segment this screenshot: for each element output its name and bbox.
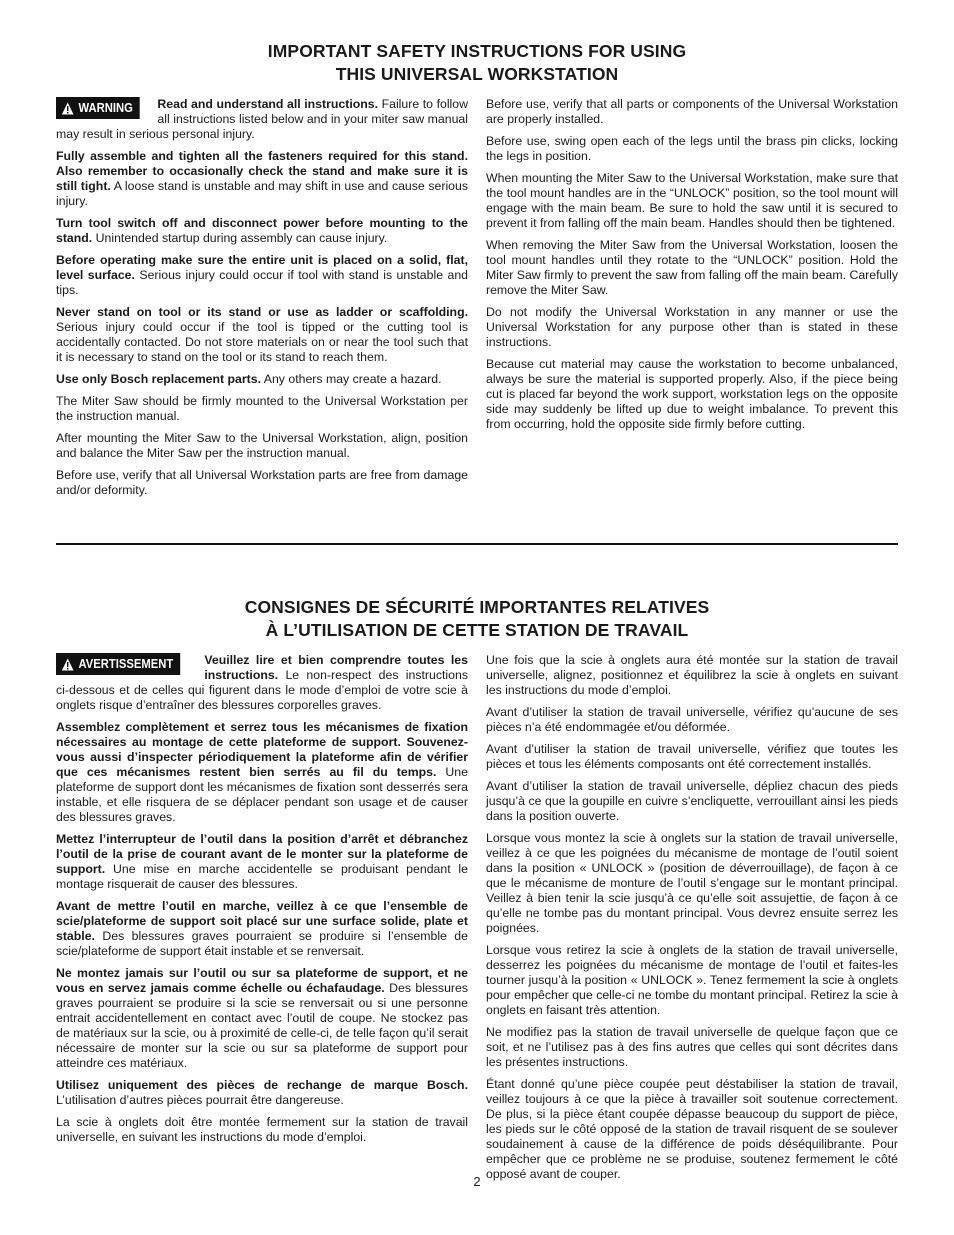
english-right-column xyxy=(486,97,898,505)
paragraph xyxy=(56,468,468,498)
paragraph xyxy=(56,832,468,892)
section-divider xyxy=(56,543,898,545)
paragraph xyxy=(56,653,468,713)
paragraph-bold: Mettez l’interrupteur de l’outil dans la position d’arrêt et débranchez l’outil de la prise de courant avant de le monter sur la plateforme de support. xyxy=(56,832,468,876)
paragraph xyxy=(56,305,468,365)
english-columns xyxy=(56,97,898,505)
paragraph-text: Une fois que la scie à onglets aura été montée sur la station de travail universelle, alignez, positionnez et équilibrez la scie à onglets en suivant les instructions du mode d’emploi. xyxy=(486,653,898,697)
paragraph-bold: Veuillez lire et bien comprendre toutes les instructions. xyxy=(204,653,468,682)
paragraph-text: Serious injury could occur if the tool is tipped or the cutting tool is accidentally contacted. Do not store materials on or near the tool such that it is necessary to stand on the tool or its stand to reach them. xyxy=(56,320,468,364)
paragraph xyxy=(56,720,468,825)
paragraph xyxy=(486,1025,898,1070)
paragraph xyxy=(56,431,468,461)
paragraph xyxy=(56,97,468,142)
warning-badge xyxy=(56,97,140,119)
paragraph-text: Une plateforme de support dont les mécanismes de fixation sont desserrés sera instable, et elle risquera de se déplacer pendant son usage et de causer des blessures graves. xyxy=(56,765,468,824)
paragraph-text: Des blessures graves pourraient se produire si l’ensemble de scie/plateforme de support était instable et se renversait. xyxy=(56,929,468,958)
paragraph-text: Do not modify the Universal Workstation in any manner or use the Universal Workstation for any purpose other than is stated in these instructions. xyxy=(486,305,898,349)
paragraph-text: Before use, swing open each of the legs until the brass pin clicks, locking the legs in position. xyxy=(486,134,898,163)
english-safety-section xyxy=(56,40,898,505)
paragraph xyxy=(56,1115,468,1145)
paragraph-text: L’utilisation d’autres pièces pourrait être dangereuse. xyxy=(56,1093,344,1107)
warning-label: WARNING xyxy=(78,101,133,115)
paragraph-text: Because cut material may cause the workstation to become unbalanced, always be sure the material is supported properly. Also, if the piece being cut is placed far beyond the work support, workstation legs on the opposite side may suddenly be lifted up due to weight imbalance. To prevent this from occurring, hold the opposite side firmly before cutting. xyxy=(486,357,898,431)
paragraph-text: Lorsque vous montez la scie à onglets sur la station de travail universelle, veillez à ce que les poignées du mécanisme de montage de l’outil soient dans la position « UNLOCK » (position de déverrouillage), de façon à ce que le mécanisme de monture de l’outil s’engage sur le montant principal. Veillez à bien tenir la scie jusqu’à ce qu’elle soit assujettie, de façon à ce qu’elle ne tombe pas du montant principal. Vous devrez ensuite serrez les poignées. xyxy=(486,831,898,935)
french-right-column xyxy=(486,653,898,1189)
paragraph xyxy=(486,134,898,164)
paragraph xyxy=(486,653,898,698)
english-title-line-1: IMPORTANT SAFETY INSTRUCTIONS FOR USING xyxy=(267,41,687,61)
paragraph-bold: Before operating make sure the entire unit is placed on a solid, flat, level surface. xyxy=(56,253,468,282)
paragraph-bold: Utilisez uniquement des pièces de rechange de marque Bosch. xyxy=(56,1078,468,1092)
english-title-line-2: THIS UNIVERSAL WORKSTATION xyxy=(335,64,619,84)
french-section-title xyxy=(56,596,898,642)
paragraph-text: Des blessures graves pourraient se produire si la scie se renversait ou si une personne entrait accidentellement en contact avec l’outil de coupe. Ne stockez pas de matériaux sur la scie, ou à proximité de celle-ci, de telle façon qu’il serait nécessaire de monter sur la scie ou sur sa plateforme de support pour atteindre ces matériaux. xyxy=(56,981,468,1070)
paragraph-text: After mounting the Miter Saw to the Universal Workstation, align, position and balance the Miter Saw per the instruction manual. xyxy=(56,431,468,460)
paragraph xyxy=(486,238,898,298)
paragraph xyxy=(486,171,898,231)
paragraph-text: Unintended startup during assembly can cause injury. xyxy=(92,231,388,245)
paragraph-text: When mounting the Miter Saw to the Universal Workstation, make sure that the tool mount handles are in the “UNLOCK” position, so the tool mount will engage with the main beam. Be sure to hold the saw until it is secured to prevent it from falling off the main beam. Handles should then be tightened. xyxy=(486,171,898,230)
paragraph xyxy=(486,705,898,735)
paragraph-bold: Assemblez complètement et serrez tous les mécanismes de fixation nécessaires au montage de cette plateforme de support. Souvenez-vous aussi d’inspecter périodiquement la plateforme afin de vérifier que ces mécanismes restent bien serrés au fil du temps. xyxy=(56,720,468,779)
paragraph-text: Avant d’utiliser la station de travail universelle, vérifiez que toutes les pièces et tous les éléments composants ont été correctement installés. xyxy=(486,742,898,771)
paragraph-bold: Read and understand all instructions. xyxy=(157,97,379,111)
warning-triangle-icon xyxy=(61,658,74,671)
paragraph xyxy=(486,742,898,772)
paragraph-text: Ne modifiez pas la station de travail universelle de quelque façon que ce soit, et ne l’utilisez pas à des fins autres que celles qui sont décrites dans les présentes instructions. xyxy=(486,1025,898,1069)
paragraph-text: La scie à onglets doit être montée fermement sur la station de travail universelle, en suivant les instructions du mode d’emploi. xyxy=(56,1115,468,1144)
paragraph-bold: Use only Bosch replacement parts. xyxy=(56,372,262,386)
paragraph-bold: Avant de mettre l’outil en marche, veillez à ce que l’ensemble de scie/plateforme de support soit placé sur une surface solide, plate et stable. xyxy=(56,899,468,943)
paragraph-text: When removing the Miter Saw from the Universal Workstation, loosen the tool mount handles until they rotate to the “UNLOCK” position. Hold the Miter Saw firmly to prevent the saw from falling off the main beam. Carefully remove the Miter Saw. xyxy=(486,238,898,297)
paragraph xyxy=(486,97,898,127)
paragraph-text: The Miter Saw should be firmly mounted to the Universal Workstation per the instruction manual. xyxy=(56,394,468,423)
english-section-title xyxy=(56,40,898,86)
paragraph xyxy=(486,831,898,936)
paragraph-bold: Fully assemble and tighten all the fasteners required for this stand. Also remember to occasionally check the stand and make sure it is still tight. xyxy=(56,149,468,193)
paragraph-text: Le non-respect des instructions ci-dessous et de celles qui figurent dans le mode d’emploi de votre scie à onglets risque d’entraîner des blessures corporelles graves. xyxy=(56,668,468,712)
paragraph-text: Avant d’utiliser la station de travail universelle, vérifiez qu’aucune de ses pièces n’a été endommagée et/ou déformée. xyxy=(486,705,898,734)
paragraph-bold: Turn tool switch off and disconnect power before mounting to the stand. xyxy=(56,216,468,245)
paragraph xyxy=(56,253,468,298)
paragraph-text: Any others may create a hazard. xyxy=(261,372,442,386)
warning-triangle-icon xyxy=(61,102,74,115)
paragraph-text: Lorsque vous retirez la scie à onglets de la station de travail universelle, desserrez les poignées du mécanisme de montage de l’outil et faites-les tourner jusqu’à la position « UNLOCK ». Tenez fermement la scie à onglets pour empêcher que celle-ci ne tombe du montant principal. Retirez la scie à onglets en faisant très attention. xyxy=(486,943,898,1017)
paragraph-text: Before use, verify that all parts or components of the Universal Workstation are properly installed. xyxy=(486,97,898,126)
paragraph-text: Failure to follow all instructions listed below and in your miter saw manual may result in serious personal injury. xyxy=(56,97,469,141)
paragraph xyxy=(56,394,468,424)
paragraph-text: Avant d’utiliser la station de travail universelle, dépliez chacun des pieds jusqu’à ce que la goupille en cuivre s’encliquette, verrouillant ainsi les pieds dans la position ouverte. xyxy=(486,779,898,823)
french-safety-section xyxy=(56,596,898,1189)
paragraph-text: Une mise en marche accidentelle se produisant pendant le montage risquerait de causer des blessures. xyxy=(56,862,468,891)
paragraph xyxy=(56,372,468,387)
paragraph-bold: Ne montez jamais sur l’outil ou sur sa plateforme de support, et ne vous en servez jamais comme échelle ou échafaudage. xyxy=(56,966,468,995)
paragraph-text: Before use, verify that all Universal Workstation parts are free from damage and/or deformity. xyxy=(56,468,468,497)
paragraph xyxy=(486,305,898,350)
page-number: 2 xyxy=(473,1174,481,1189)
avertissement-badge xyxy=(56,653,181,675)
french-columns xyxy=(56,653,898,1189)
paragraph xyxy=(486,779,898,824)
paragraph xyxy=(56,149,468,209)
paragraph-text: Serious injury could occur if tool with stand is unstable and tips. xyxy=(56,268,468,297)
paragraph xyxy=(486,1077,898,1182)
paragraph xyxy=(56,899,468,959)
paragraph-text: Étant donné qu’une pièce coupée peut déstabiliser la station de travail, veillez toujours à ce que la pièce à travailler soit soutenue correctement. De plus, si la pièce étant coupée dépasse beaucoup du support de pièce, les pieds sur le côté opposé de la station de travail risquent de se soulever soudainement à cause de la différence de poids déséquilibrante. Pour empêcher que ce problème ne se produise, soutenez fermement le côté opposé avant de couper. xyxy=(486,1077,898,1181)
english-left-column xyxy=(56,97,468,505)
paragraph xyxy=(56,966,468,1071)
paragraph-bold: Never stand on tool or its stand or use as ladder or scaffolding. xyxy=(56,305,468,319)
paragraph-text: A loose stand is unstable and may shift in use and cause serious injury. xyxy=(56,179,469,208)
paragraph xyxy=(486,943,898,1018)
french-left-column xyxy=(56,653,468,1189)
paragraph xyxy=(486,357,898,432)
paragraph xyxy=(56,1078,468,1108)
avertissement-label: AVERTISSEMENT xyxy=(78,657,174,671)
paragraph xyxy=(56,216,468,246)
french-title-line-2: À L’UTILISATION DE CETTE STATION DE TRAVAIL xyxy=(265,620,689,640)
french-title-line-1: CONSIGNES DE SÉCURITÉ IMPORTANTES RELATIVES xyxy=(244,597,710,617)
